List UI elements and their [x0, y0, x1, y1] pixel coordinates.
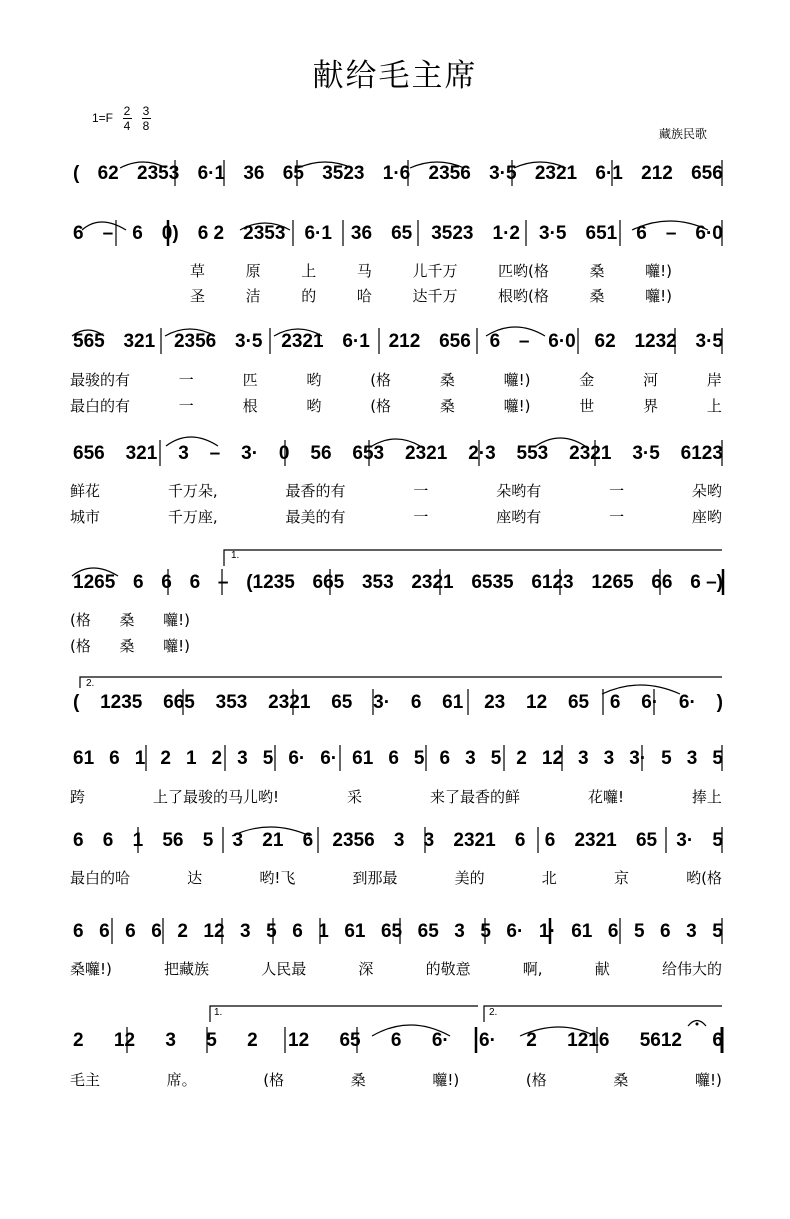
- lyric-word: 匹哟(格: [498, 262, 549, 280]
- notation-row: [73, 163, 723, 185]
- note-group: 212: [388, 331, 421, 352]
- meter-three-eight: [141, 104, 151, 134]
- note-group: 65: [339, 1030, 361, 1051]
- note-group: 5: [712, 921, 723, 942]
- note-group: 2: [160, 748, 171, 769]
- note-group: 5: [490, 748, 502, 769]
- lyric-word: 啊,: [522, 960, 543, 978]
- note-group: 2353: [243, 223, 286, 244]
- note-group: 6: [712, 1030, 723, 1051]
- lyric-word: 根哟(格: [498, 287, 549, 305]
- note-group: 65: [567, 692, 590, 713]
- meter-b-numerator: 3: [142, 104, 150, 118]
- notation-row: [73, 572, 723, 594]
- volta-bracket: [210, 1006, 478, 1022]
- lyric-word: 根: [242, 397, 258, 415]
- note-group: 3523: [431, 223, 474, 244]
- note-group: 6535: [471, 572, 514, 593]
- note-group: 6 2: [197, 223, 225, 244]
- notation-row: [73, 443, 723, 465]
- lyric-word: 囖!): [503, 371, 531, 389]
- note-group: 6: [609, 692, 621, 713]
- note-group: 3: [454, 921, 465, 942]
- note-group: 3·5: [539, 223, 567, 244]
- note-group: 2356: [332, 830, 375, 851]
- note-group: 3·: [373, 692, 391, 713]
- lyric-word: 千万朵,: [167, 482, 218, 500]
- note-group: 665: [312, 572, 345, 593]
- lyric-word: 最白的哈: [70, 869, 131, 887]
- volta-bracket: [224, 550, 722, 566]
- lyric-line-1: [70, 787, 722, 807]
- lyric-word: 的敬意: [425, 960, 471, 978]
- note-group: 5: [262, 748, 274, 769]
- note-group: 2: [247, 1030, 258, 1051]
- lyric-word: 金: [579, 371, 595, 389]
- note-group: 3: [178, 443, 189, 464]
- lyric-word: 草: [190, 262, 206, 280]
- note-group: 1235: [100, 692, 143, 713]
- lyric-word: 桑: [613, 1071, 629, 1089]
- note-group: 1265: [73, 572, 116, 593]
- note-group: 6: [410, 692, 422, 713]
- notation-row: [73, 331, 723, 353]
- note-group: 3: [578, 748, 589, 769]
- lyric-word: 世: [579, 397, 595, 415]
- lyric-word: (格: [70, 611, 91, 629]
- note-group: 3: [240, 921, 251, 942]
- note-group: –: [209, 443, 221, 464]
- notation-row: [73, 748, 723, 770]
- note-group: 6: [489, 331, 501, 352]
- lyric-word: 到那最: [352, 869, 398, 887]
- note-group: 1: [134, 748, 146, 769]
- note-group: 65: [635, 830, 658, 851]
- note-group: 6: [132, 223, 143, 244]
- note-group: 6·: [288, 748, 306, 769]
- note-group: 65: [417, 921, 439, 942]
- lyric-word: 哟(格: [686, 869, 722, 887]
- fermata-icon: [688, 1021, 706, 1027]
- note-group: 1: [185, 748, 197, 769]
- lyric-word: 囖!): [163, 637, 190, 655]
- note-group: 6·1: [595, 163, 623, 184]
- note-group: 2: [177, 921, 188, 942]
- lyric-word: (格: [70, 637, 91, 655]
- note-group: (1235: [246, 572, 295, 593]
- key-signature: 1=F: [92, 111, 114, 125]
- meter-b-denominator: 8: [142, 119, 150, 133]
- note-group: 6: [73, 223, 84, 244]
- note-group: 6: [607, 921, 619, 942]
- note-group: 6·: [431, 1030, 449, 1051]
- volta-bracket: [484, 1006, 722, 1022]
- note-group: 2: [211, 748, 223, 769]
- note-group: 353: [361, 572, 394, 593]
- note-group: 65: [380, 921, 403, 942]
- note-group: 353: [215, 692, 248, 713]
- lyric-line-1: [70, 868, 722, 888]
- lyric-line-1: [70, 959, 722, 979]
- notation-row: [73, 921, 723, 943]
- note-group: 6: [102, 830, 114, 851]
- note-group: 6: [73, 830, 84, 851]
- note-group: 62: [97, 163, 119, 184]
- lyric-word: 献: [594, 960, 610, 978]
- note-group: 2356: [428, 163, 471, 184]
- lyric-word: 岸: [706, 371, 722, 389]
- lyric-line-1: [70, 481, 722, 501]
- lyric-word: 圣: [190, 287, 206, 305]
- note-group: 6: [73, 921, 84, 942]
- note-group: 5: [633, 921, 645, 942]
- lyric-word: 桑: [439, 371, 455, 389]
- note-group: 12: [203, 921, 225, 942]
- lyric-line-1: [70, 610, 190, 630]
- lyric-line-2: [70, 636, 190, 656]
- note-group: 6: [439, 748, 451, 769]
- lyric-word: 最骏的有: [70, 371, 131, 389]
- note-group: 3: [423, 830, 435, 851]
- note-group: 12: [288, 1030, 310, 1051]
- lyric-word: 上: [301, 262, 317, 280]
- fermata-dot: [696, 1023, 699, 1026]
- song-title: 献给毛主席: [312, 58, 478, 94]
- lyric-word: 桑: [589, 287, 605, 305]
- lyric-word: 捧上: [691, 788, 722, 806]
- lyric-word: 京: [613, 869, 629, 887]
- lyric-word: 跨: [70, 788, 86, 806]
- lyric-word: 儿千万: [412, 262, 458, 280]
- lyric-line-1: [70, 1070, 722, 1090]
- note-group: 3·5: [632, 443, 660, 464]
- note-group: 6: [660, 921, 671, 942]
- note-group: 12: [113, 1030, 136, 1051]
- note-group: 6·0: [695, 223, 723, 244]
- lyric-word: 一: [178, 397, 194, 415]
- lyric-word: 鲜花: [70, 482, 101, 500]
- note-group: 2321: [268, 692, 311, 713]
- lyric-line-2: [70, 396, 722, 416]
- note-group: 65: [331, 692, 353, 713]
- notation-row: [73, 830, 723, 852]
- note-group: 3: [232, 830, 244, 851]
- note-group: 3: [603, 748, 615, 769]
- lyric-word: 一: [413, 482, 429, 500]
- note-group: 553: [516, 443, 549, 464]
- note-group: 3·: [629, 748, 647, 769]
- lyric-word: 达: [187, 869, 203, 887]
- note-group: –: [217, 572, 229, 593]
- lyric-word: 哟!飞: [259, 869, 296, 887]
- note-group: 12: [526, 692, 548, 713]
- note-group: 6: [292, 921, 303, 942]
- note-group: 6·1: [304, 223, 332, 244]
- note-group: 36: [243, 163, 265, 184]
- genre-label: 藏族民歌: [659, 127, 708, 141]
- lyric-word: 河: [643, 371, 659, 389]
- note-group: 5: [712, 748, 723, 769]
- lyric-word: 匹: [242, 371, 258, 389]
- note-group: 2: [526, 1030, 537, 1051]
- note-group: –: [665, 223, 677, 244]
- note-group: 12: [541, 748, 564, 769]
- note-group: 1·6: [382, 163, 411, 184]
- note-group: 2321: [281, 331, 324, 352]
- note-group: 5: [413, 748, 425, 769]
- note-group: 1216: [567, 1030, 610, 1051]
- volta-label: 1.: [231, 550, 240, 561]
- note-group: 6·: [506, 921, 524, 942]
- note-group: 3: [165, 1030, 176, 1051]
- note-group: 5: [661, 748, 672, 769]
- meter-a-denominator: 4: [123, 119, 131, 133]
- note-group: 1: [318, 921, 329, 942]
- note-group: 61: [352, 748, 374, 769]
- note-group: 56: [310, 443, 332, 464]
- lyric-word: 把藏族: [164, 960, 210, 978]
- lyric-word: 毛主: [70, 1071, 101, 1089]
- lyric-word: 囖!): [645, 287, 672, 305]
- note-group: 6·1: [197, 163, 226, 184]
- note-group: 6: [636, 223, 647, 244]
- note-group: 3: [686, 921, 697, 942]
- note-group: 0: [278, 443, 290, 464]
- note-group: 2321: [411, 572, 454, 593]
- lyric-word: 城市: [70, 508, 101, 526]
- note-group: 6: [161, 572, 172, 593]
- lyric-word: 朵哟: [691, 482, 722, 500]
- lyric-word: 座哟: [691, 508, 722, 526]
- note-group: 6·: [641, 692, 659, 713]
- lyric-line-2: [70, 507, 722, 527]
- note-group: 1·2: [492, 223, 520, 244]
- lyric-word: 原: [245, 262, 261, 280]
- lyric-word: 桑: [589, 262, 605, 280]
- note-group: 5: [202, 830, 214, 851]
- note-group: (: [73, 163, 80, 184]
- meter-two-four: [122, 104, 132, 134]
- note-group: 5: [266, 921, 277, 942]
- note-group: 6: [125, 921, 136, 942]
- note-group: 5: [712, 830, 723, 851]
- note-group: 656: [691, 163, 723, 184]
- lyric-word: 最白的有: [70, 397, 131, 415]
- note-group: 6: [388, 748, 399, 769]
- lyric-word: 上: [706, 397, 722, 415]
- note-group: 3·5: [489, 163, 517, 184]
- lyric-word: 达千万: [412, 287, 458, 305]
- lyric-word: (格: [370, 371, 392, 389]
- note-group: 1232: [634, 331, 677, 352]
- note-group: 2321: [405, 443, 448, 464]
- lyric-word: (格: [525, 1071, 547, 1089]
- note-group: 6·0: [548, 331, 576, 352]
- meter-a-numerator: 2: [123, 104, 131, 118]
- lyric-word: 桑: [119, 637, 135, 655]
- note-group: 2321: [534, 163, 578, 184]
- note-group: 565: [73, 331, 105, 352]
- note-group: 212: [641, 163, 673, 184]
- note-group: 61: [571, 921, 593, 942]
- note-group: –: [102, 223, 114, 244]
- note-group: 2321: [574, 830, 617, 851]
- note-group: 656: [73, 443, 105, 464]
- note-group: 0): [161, 223, 179, 244]
- lyric-word: 深: [358, 960, 374, 978]
- note-group: 5612: [639, 1030, 683, 1051]
- note-group: 6: [151, 921, 162, 942]
- meter-line: [123, 118, 132, 119]
- note-group: 61: [344, 921, 366, 942]
- note-group: 61: [442, 692, 464, 713]
- note-group: 23: [484, 692, 506, 713]
- lyric-word: 上了最骏的马儿哟!: [152, 788, 279, 806]
- note-group: 2321: [569, 443, 612, 464]
- note-group: 2356: [173, 331, 217, 352]
- note-group: 3·5: [695, 331, 723, 352]
- note-group: 321: [123, 331, 156, 352]
- note-group: 5: [206, 1030, 217, 1051]
- lyric-word: 人民最: [261, 960, 307, 978]
- note-group: 3523: [322, 163, 365, 184]
- note-group: ): [716, 692, 723, 713]
- note-group: 2·3: [468, 443, 496, 464]
- note-group: 6·: [678, 692, 696, 713]
- lyric-word: 席。: [166, 1071, 197, 1089]
- note-group: 66: [651, 572, 673, 593]
- note-group: 6: [302, 830, 314, 851]
- lyric-word: 一: [413, 508, 429, 526]
- note-group: 65: [282, 163, 304, 184]
- note-group: 56: [162, 830, 184, 851]
- note-group: –: [518, 331, 530, 352]
- volta-label: 1.: [214, 1007, 223, 1018]
- lyric-word: 马: [356, 262, 372, 280]
- note-group: 61: [73, 748, 95, 769]
- lyric-word: 桑: [439, 397, 455, 415]
- note-group: 665: [163, 692, 195, 713]
- note-group: 6·: [479, 1030, 496, 1051]
- lyric-word: 的: [301, 287, 317, 305]
- notation-row: [73, 223, 723, 245]
- lyric-word: 囖!): [645, 262, 672, 280]
- note-group: 3·: [241, 443, 259, 464]
- lyric-word: 北: [541, 869, 557, 887]
- lyric-word: 囖!): [163, 611, 190, 629]
- note-group: 21: [262, 830, 284, 851]
- lyric-word: 给伟大的: [661, 960, 722, 978]
- lyric-word: 一: [178, 371, 194, 389]
- lyric-word: 囖!): [432, 1071, 460, 1089]
- lyric-line-2: [190, 286, 672, 306]
- lyric-word: 哟: [306, 397, 322, 415]
- lyric-word: 囖!): [503, 397, 531, 415]
- note-group: 2: [73, 1030, 84, 1051]
- lyric-word: 座哟有: [496, 508, 542, 526]
- lyric-word: 哈: [356, 287, 372, 305]
- lyric-word: 洁: [245, 287, 261, 305]
- note-group: 656: [439, 331, 471, 352]
- note-group: 65: [391, 223, 413, 244]
- note-group: 6·1: [342, 331, 370, 352]
- note-group: 653: [352, 443, 385, 464]
- note-group: 3: [393, 830, 405, 851]
- note-group: 6123: [531, 572, 574, 593]
- note-group: 6: [390, 1030, 402, 1051]
- lyric-word: 桑: [119, 611, 135, 629]
- volta-label: 2.: [86, 678, 95, 689]
- note-group: 1: [132, 830, 144, 851]
- note-group: 6: [109, 748, 120, 769]
- lyric-word: 采: [346, 788, 362, 806]
- lyric-line-1: [190, 261, 672, 281]
- note-group: 6: [133, 572, 144, 593]
- note-group: 6: [514, 830, 526, 851]
- note-group: 321: [125, 443, 158, 464]
- note-group: 6: [99, 921, 110, 942]
- notation-row: [73, 1030, 723, 1052]
- lyric-word: 桑: [350, 1071, 366, 1089]
- note-group: 1·: [538, 921, 556, 942]
- note-group: 5: [480, 921, 491, 942]
- note-group: (: [73, 692, 80, 713]
- lyric-word: (格: [370, 397, 392, 415]
- note-group: 6: [544, 830, 556, 851]
- note-group: 2353: [137, 163, 180, 184]
- note-group: 3: [686, 748, 698, 769]
- lyric-word: (格: [263, 1071, 285, 1089]
- lyric-word: 朵哟有: [496, 482, 542, 500]
- note-group: 6 –): [690, 572, 723, 593]
- lyric-word: 囖!): [695, 1071, 722, 1089]
- lyric-word: 一: [609, 508, 625, 526]
- lyric-word: 最香的有: [285, 482, 346, 500]
- lyric-word: 最美的有: [285, 508, 346, 526]
- note-group: 6123: [680, 443, 723, 464]
- lyric-word: 美的: [454, 869, 485, 887]
- lyric-word: 花囖!: [587, 788, 624, 806]
- note-group: 3: [237, 748, 248, 769]
- lyric-line-1: [70, 370, 722, 390]
- note-group: 1265: [591, 572, 634, 593]
- lyric-word: 一: [609, 482, 625, 500]
- lyric-word: 千万座,: [167, 508, 218, 526]
- volta-label: 2.: [489, 1007, 498, 1018]
- note-group: 62: [594, 331, 616, 352]
- meter-line: [142, 118, 151, 119]
- lyric-word: 桑囖!): [70, 960, 112, 978]
- note-group: 3: [465, 748, 476, 769]
- notation-row: [73, 692, 723, 714]
- note-group: 651: [585, 223, 618, 244]
- note-group: 3·5: [235, 331, 263, 352]
- note-group: 6·: [320, 748, 338, 769]
- note-group: 36: [350, 223, 373, 244]
- volta-bracket: [80, 677, 722, 688]
- lyric-word: 来了最香的鲜: [429, 788, 520, 806]
- note-group: 3·: [676, 830, 694, 851]
- lyric-word: 哟: [306, 371, 322, 389]
- note-group: 2: [516, 748, 527, 769]
- note-group: 2321: [453, 830, 496, 851]
- note-group: 6: [189, 572, 201, 593]
- lyric-word: 界: [643, 397, 659, 415]
